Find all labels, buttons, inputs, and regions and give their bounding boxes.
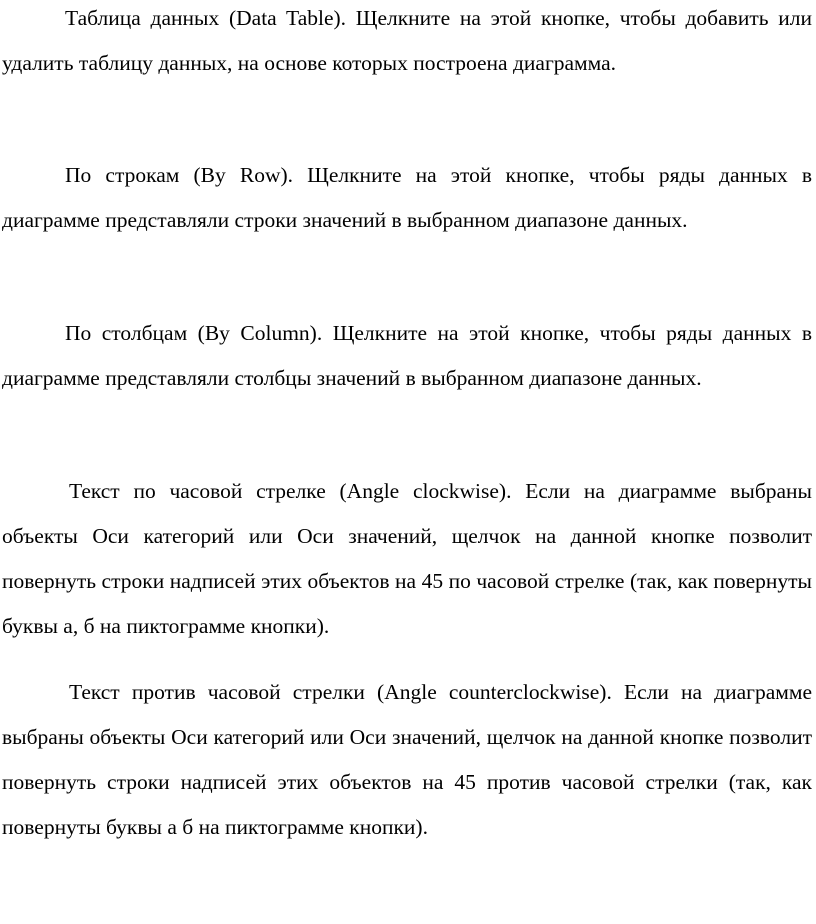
paragraph-data-table: Таблица данных (Data Table). Щелкните на этой кнопке, чтобы добавить или удалить таблицу данных, на основе которых построена диаграмма.	[2, 6, 812, 75]
paragraph-angle-clockwise: Текст по часовой стрелке (Angle clockwise). Если на диаграмме выбраны объекты Оси категорий или Оси значений, щелчок на данной кнопке позволит повернуть строки надписей этих объектов на 45 по часовой стрелке (так, как повернуты буквы а, б на пиктограмме кнопки).	[2, 479, 812, 638]
paragraph-by-column: По столбцам (By Column). Щелкните на этой кнопке, чтобы ряды данных в диаграмме представляли столбцы значений в выбранном диапазоне данных.	[2, 321, 812, 390]
paragraph-by-row: По строкам (By Row). Щелкните на этой кнопке, чтобы ряды данных в диаграмме представляли строки значений в выбранном диапазоне данных.	[2, 163, 812, 232]
paragraph-angle-counterclockwise: Текст против часовой стрелки (Angle counterclockwise). Если на диаграмме выбраны объекты Оси категорий или Оси значений, щелчок на данной кнопке позволит повернуть строки надписей этих объектов на 45 против часовой стрелки (так, как повернуты буквы а б на пиктограмме кнопки).	[2, 680, 812, 839]
